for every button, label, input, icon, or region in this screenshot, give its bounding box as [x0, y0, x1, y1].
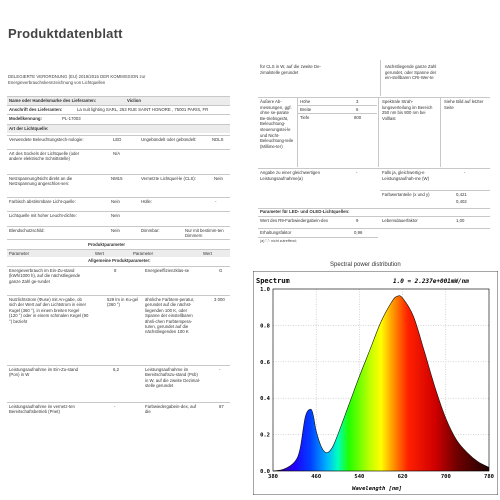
- y-tick-label: 0.4: [260, 396, 270, 403]
- row-label: Lebensdauerfaktor: [382, 218, 418, 223]
- y-tick-label: 0.8: [260, 323, 270, 330]
- footnote: (a) "-": nicht zutreffend;: [260, 239, 297, 243]
- x-axis-label: Wavelength [nm]: [352, 486, 402, 492]
- row-value: 6,2: [113, 367, 119, 372]
- table-row: [7, 135, 230, 148]
- cls-text: für CLS in W, auf die zweite De-zimalstelle gerundet: [260, 64, 321, 75]
- x-tick-label: 380: [268, 474, 278, 480]
- row-value: 529 lm in Ku-gel (360 °): [107, 297, 139, 308]
- supplier-name-row: [7, 96, 230, 105]
- row-label: Ungebündelt oder gebündelt:: [141, 137, 197, 142]
- supplier-name-label: Name oder Handelsmarke des Lieferanten:: [9, 98, 97, 103]
- x-tick-label: 620: [397, 474, 408, 480]
- row-value: 8: [114, 268, 117, 273]
- light-source-heading: Art der Lichtquelle:: [9, 126, 49, 131]
- row-value: -: [114, 404, 116, 409]
- model-label: Modellkennung:: [9, 116, 42, 121]
- table-row: [7, 197, 230, 210]
- y-tick-label: 0.0: [260, 469, 270, 475]
- row-label: Lichtquelle mit hoher Leucht-dichte:: [9, 213, 77, 218]
- row-value: Nein: [111, 213, 120, 218]
- row-value: N/A: [113, 151, 121, 156]
- spectral-label: Spektrale Strah-lungsverteilung im Bereich 250 nm bis 800 nm bei Volllast: [382, 99, 433, 121]
- col-header: Parameter: [9, 251, 30, 256]
- row-value: 0,96: [354, 230, 363, 235]
- row-label: Leistungsaufnahme im vernetz-ten Bereitschaftsbetrieb (Pnet): [9, 404, 75, 415]
- y-tick-label: 1.0: [260, 287, 270, 293]
- row-label: Leistungsaufnahme im Bereitschaftszu-stand (Psb) in W, auf die zweite Dezimal-stelle gerundet: [145, 367, 201, 389]
- row-label: Blendschutzschild:: [9, 228, 45, 233]
- table-row: [7, 174, 230, 193]
- model-value: PL-17003: [62, 116, 81, 121]
- row-value: NM15: [111, 176, 123, 181]
- product-params-heading: Produktparameter: [88, 242, 126, 247]
- dimensions-label: Äußere Ab-messungen, ggf. ohne se-parate Be-triebsgerät, Beleuchtung-steuerungstei-le und Nicht-Beleuchtung-teile (Millime-ter): [260, 99, 294, 149]
- row-value: Nur mit bestimm-ten Dimmern: [185, 228, 224, 239]
- equivalent-label: Angabe zu einer gleichwertigen Leistungsaufnahme(a): [260, 170, 320, 181]
- chart-annotation: 1.0 = 2.237e+001mW/nm: [393, 278, 469, 285]
- row-label: Erhaltungsfaktor: [260, 230, 292, 235]
- row-value: -: [219, 367, 221, 372]
- y-tick-label: 0.2: [260, 432, 270, 439]
- row-value: Nein: [214, 176, 223, 181]
- row-label: Wert des R9-Farbwiedergabein-dex: [260, 218, 328, 223]
- y-axis-label: Spectrum: [256, 277, 290, 285]
- row-label: Energieeffizienzklas-se: [145, 268, 190, 273]
- equivalent-value: -: [356, 170, 358, 175]
- row-value: G: [219, 268, 223, 273]
- equivalent-power-label: Falls ja, gleichwertig-e Leistungsaufnah-me (W): [382, 170, 430, 181]
- page-title: Produktdatenblatt: [8, 26, 123, 41]
- row-label: ähnliche Farbtem-peratur, gerundet auf die nächst-liegenden 100 K, oder Spanne der einstellbaren ähnli-chen Farbtempera-turen, gerundet auf die nächstliegenden 100 K: [145, 297, 195, 335]
- col-header: Wert: [203, 251, 212, 256]
- cri-text: nächstliegende ganze Zahl gerundet, oder Spanne der ein-stellbaren CRI-Wer-te: [385, 64, 437, 81]
- row-label: Energieverbrauch im Ein-Zu-stand (kWh/1000 h), auf die nächstliegende ganze Zahl ge-rundet: [9, 268, 81, 284]
- row-value: LED: [113, 137, 122, 142]
- table-row: [7, 266, 230, 293]
- row-label: Vernetzte Lichtquel-le (CLS):: [141, 176, 196, 181]
- x-tick-label: 460: [311, 474, 322, 480]
- supplier-address-row: [7, 105, 230, 114]
- row-label: Farbwiedergabein-dex, auf die: [145, 404, 197, 415]
- row-label: Hülle:: [141, 199, 152, 204]
- x-tick-label: 540: [354, 474, 365, 480]
- row-label: Leistungsaufnahme im Ein-Zu-stand (Pon) in W: [9, 367, 79, 378]
- supplier-name-value: Viclion: [127, 98, 142, 103]
- light-source-section: [7, 124, 230, 133]
- row-value: 1,00: [456, 218, 465, 223]
- row-value: -: [215, 199, 217, 204]
- x-tick-label: 780: [484, 474, 494, 480]
- dim-key: Tiefe: [300, 115, 310, 120]
- dim-value: 6: [356, 107, 359, 112]
- spectrum-chart: [253, 271, 498, 495]
- supplier-address-value: La nuit lighting SARL, 253 RUE SAINT HONORE , 75001 PARIS, FR: [77, 107, 209, 112]
- equivalent-power-value: -: [464, 170, 466, 175]
- table-row: [7, 402, 230, 421]
- row-label: Netzspannung/Nicht direkt an die Netzspannung angeschlos-sen:: [9, 176, 73, 187]
- row-value: 9: [356, 218, 359, 223]
- row-label: Farbisch abstimmbare Licht-quelle:: [9, 199, 76, 204]
- params-header-row: [7, 249, 230, 257]
- row-value: Nein: [111, 228, 120, 233]
- chromaticity-label: Farbwertanteile (x und y): [382, 192, 430, 197]
- dim-key: Breite: [300, 107, 312, 112]
- table-row: [7, 149, 230, 168]
- row-value: 87: [219, 404, 224, 409]
- supplier-address-label: Anschrift des Lieferanten:: [9, 107, 63, 112]
- dim-value: 3: [356, 99, 359, 104]
- row-value: 3 000: [214, 297, 225, 302]
- chromaticity-y: 0,402: [456, 199, 467, 204]
- x-tick-label: 700: [440, 474, 451, 480]
- row-value: NDLS: [212, 137, 224, 142]
- row-label: Nutzlichtstrom (Φuse) mit An-gabe, ob sich der Wert auf den Lichtstrom in einer Kugel (360 °), in einem breiten Kegel (120 °) oder in einem schmalen Kegel (90 °) bezieht: [9, 297, 89, 324]
- model-row: [7, 114, 230, 123]
- dim-value: 800: [354, 115, 362, 120]
- table-row: [7, 226, 230, 240]
- col-header: Wert: [95, 251, 104, 256]
- row-label: Art des Sockels der Lichtquelle (oder andere elektrische Schnittstelle): [9, 151, 80, 162]
- regulation-text: DELEGIERTE VERORDNUNG (EU) 2019/2015 DER KOMMISSION zur Energieverbrauchskennzeichnung von Lichtquellen: [8, 74, 146, 85]
- table-row: [7, 295, 230, 364]
- chart-title: Spectral power distribution: [330, 262, 401, 268]
- table-row: [7, 365, 230, 398]
- led-params-heading: Parameter für LED- und OLED-Lichtquellen:: [260, 209, 350, 214]
- row-value: Nein: [111, 199, 120, 204]
- col-header: Parameter: [133, 251, 154, 256]
- row-label: Dimmbar:: [141, 228, 160, 233]
- chromaticity-x: 0,421: [456, 192, 467, 197]
- spectral-value: Siehe Bild auf letzter Seite: [444, 99, 484, 110]
- general-params-heading: Allgemeine Produktparameter:: [88, 258, 151, 263]
- y-tick-label: 0.6: [260, 359, 270, 366]
- row-label: Verwendete Beleuchtungstech-nologie:: [9, 137, 84, 142]
- dim-key: Höhe: [300, 99, 311, 104]
- table-row: [7, 211, 230, 224]
